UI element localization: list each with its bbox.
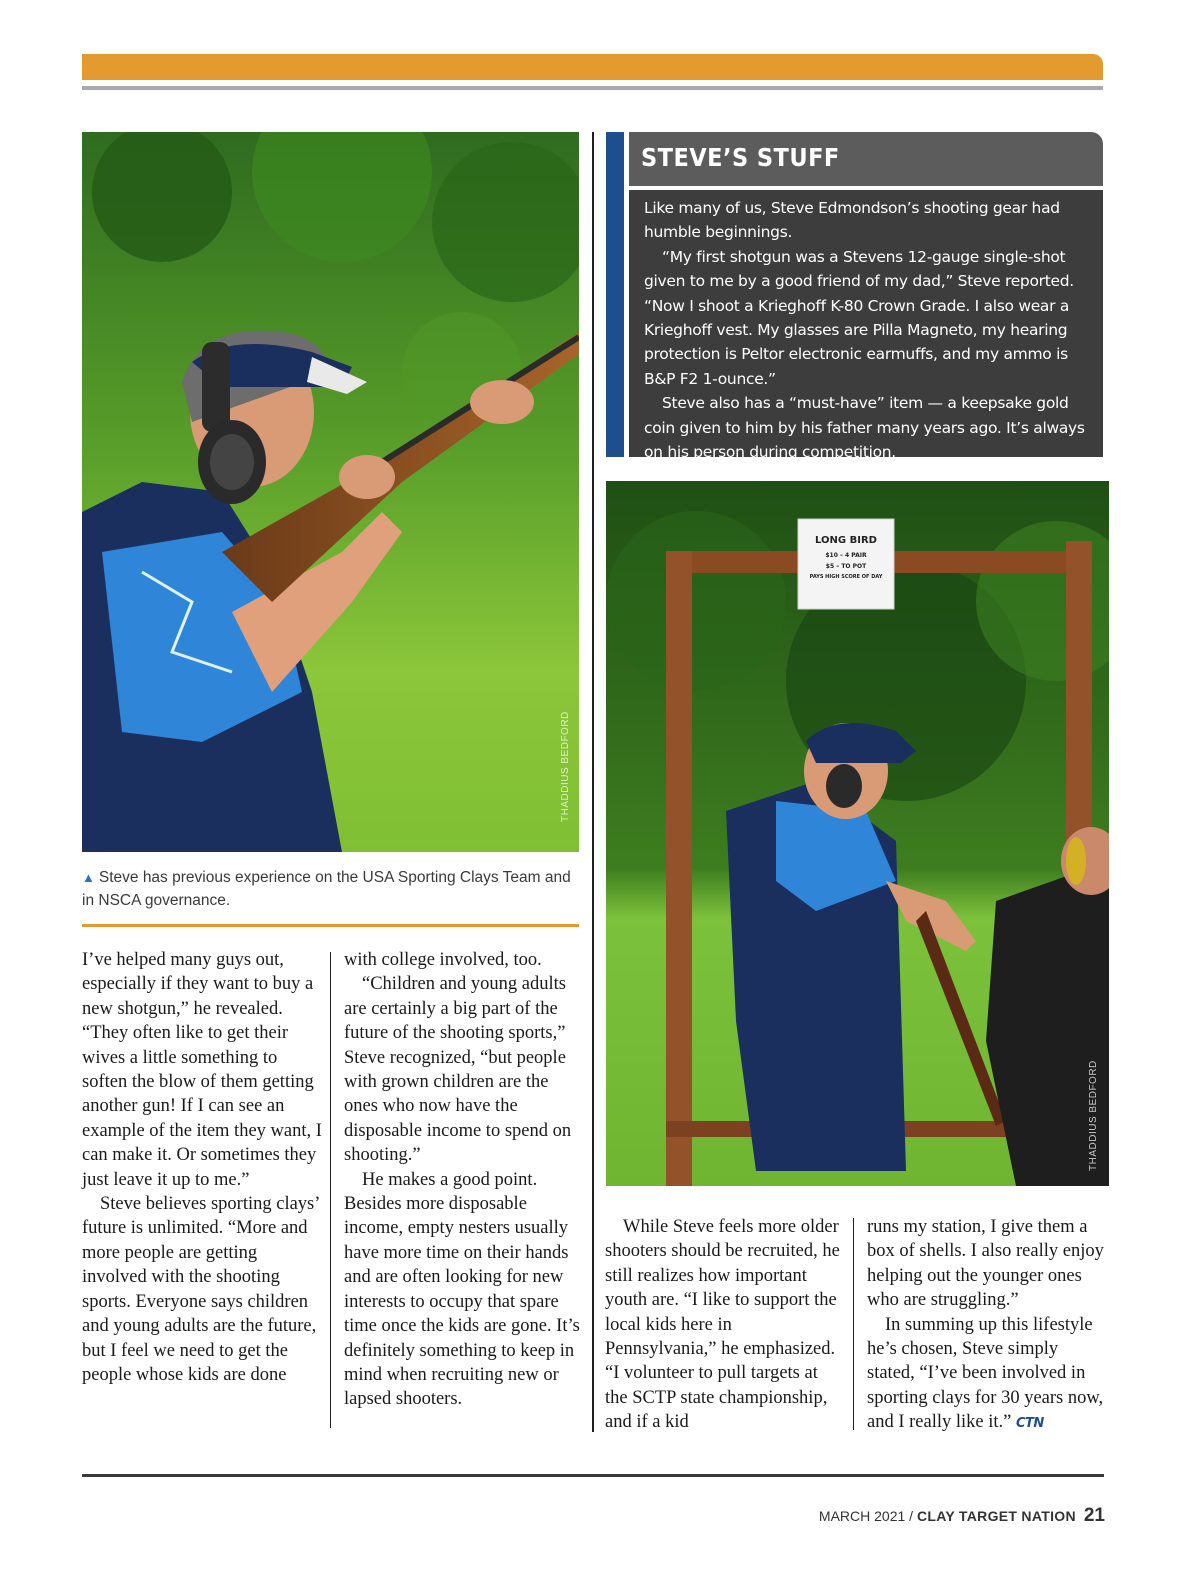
column-divider xyxy=(853,1218,854,1430)
sidebar-paragraph: Steve also has a “must-have” item — a keepsake gold coin given to him by his father many years ago. It’s always on his person during competition. xyxy=(644,394,1085,462)
column-divider-main xyxy=(592,132,594,1432)
sidebar-paragraph: Like many of us, Steve Edmondson’s shooting gear had humble beginnings. xyxy=(644,199,1060,242)
caption-rule xyxy=(82,924,579,927)
footer-magazine-name: CLAY TARGET NATION xyxy=(916,1508,1076,1524)
body-paragraph: While Steve feels more older shooters should be recruited, he still realizes how important youth are. “I like to support the local kids here in Pennsylvania,” he emphasized. “I volunteer to pull targets at the SCTP state championship, and if a kid xyxy=(605,1217,840,1433)
caption-triangle-icon: ▲ xyxy=(82,870,95,885)
page-footer xyxy=(819,1505,1105,1527)
photo-caption xyxy=(82,866,579,912)
photo-credit: THADDIUS BEDFORD xyxy=(1088,1060,1099,1171)
header-accent-bar xyxy=(82,54,1103,80)
body-paragraph: runs my station, I give them a box of shells. I also really enjoy helping out the younger ones who are struggling.” xyxy=(867,1217,1104,1311)
sign-line: $10 – 4 PAIR xyxy=(825,552,867,559)
body-paragraph: with college involved, too. xyxy=(344,950,542,970)
caption-text: Steve has previous experience on the USA Sporting Clays Team and in NSCA governance. xyxy=(82,869,571,909)
body-paragraph: I’ve helped many guys out, especially if they want to buy a new shotgun,” he revealed. “They often like to get their wives a little something to soften the blow of them getting another gun! If I can see an example of the item they want, I can make it. Or sometimes they just leave it up to me.” xyxy=(82,950,322,1190)
body-column-4 xyxy=(867,1215,1109,1437)
footer-separator: / xyxy=(905,1508,917,1524)
sidebar-accent-bar xyxy=(606,132,624,457)
photo-shooter-aiming xyxy=(82,132,579,852)
page-number: 21 xyxy=(1083,1505,1105,1526)
body-paragraph: He makes a good point. Besides more disposable income, empty nesters usually have more time on their hands and are often looking for new interests to occupy that spare time once the kids are gone. It’s definitely something to keep in mind when recruiting new or lapsed shooters. xyxy=(344,1169,580,1410)
sign-line: $5 – TO POT xyxy=(825,563,867,570)
sidebar-paragraph: “My first shotgun was a Stevens 12-gauge single-shot given to me by a good friend of my dad,” Steve reported. “Now I shoot a Krieghoff K-80 Crown Grade. I also wear a Krieghoff vest. My glasses are Pilla Magneto, my hearing protection is Peltor electronic earmuffs, and my ammo is B&P F2 1-ounce.” xyxy=(644,247,1074,388)
body-column-1 xyxy=(82,948,322,1387)
sign-line: PAYS HIGH SCORE OF DAY xyxy=(809,574,883,580)
body-paragraph: Steve believes sporting clays’ future is unlimited. “More and more people are getting involved with the shooting sports. Everyone says children and young adults are the future, but I feel we need to get the people whose kids are done xyxy=(82,1194,320,1385)
sign-long-bird xyxy=(798,529,894,580)
body-paragraph xyxy=(867,1313,1109,1437)
body-paragraph-text: In summing up this lifestyle he’s chosen, Steve simply stated, “I’ve been involved in sporting clays for 30 years now, and I really like it.” xyxy=(867,1314,1104,1433)
sidebar-body xyxy=(629,190,1103,462)
body-column-3 xyxy=(605,1215,845,1435)
sidebar-header xyxy=(629,132,1103,186)
photo-long-bird-station xyxy=(606,481,1109,1186)
body-paragraph: “Children and young adults are certainly a big part of the future of the shooting sports,” Steve recognized, “but people with grown children are the ones who now have the disposable income to spend on shooting.” xyxy=(344,974,572,1166)
sidebar-title: STEVE’S STUFF xyxy=(641,143,840,172)
column-divider xyxy=(330,952,331,1428)
sign-title: LONG BIRD xyxy=(815,535,877,546)
photo-credit: THADDIUS BEDFORD xyxy=(560,711,571,822)
footer-rule xyxy=(82,1474,1104,1477)
body-column-2 xyxy=(344,948,584,1412)
header-rule xyxy=(82,86,1103,90)
footer-date: MARCH 2021 xyxy=(818,1508,906,1524)
ctn-logo-icon: CTN xyxy=(1015,1416,1044,1432)
